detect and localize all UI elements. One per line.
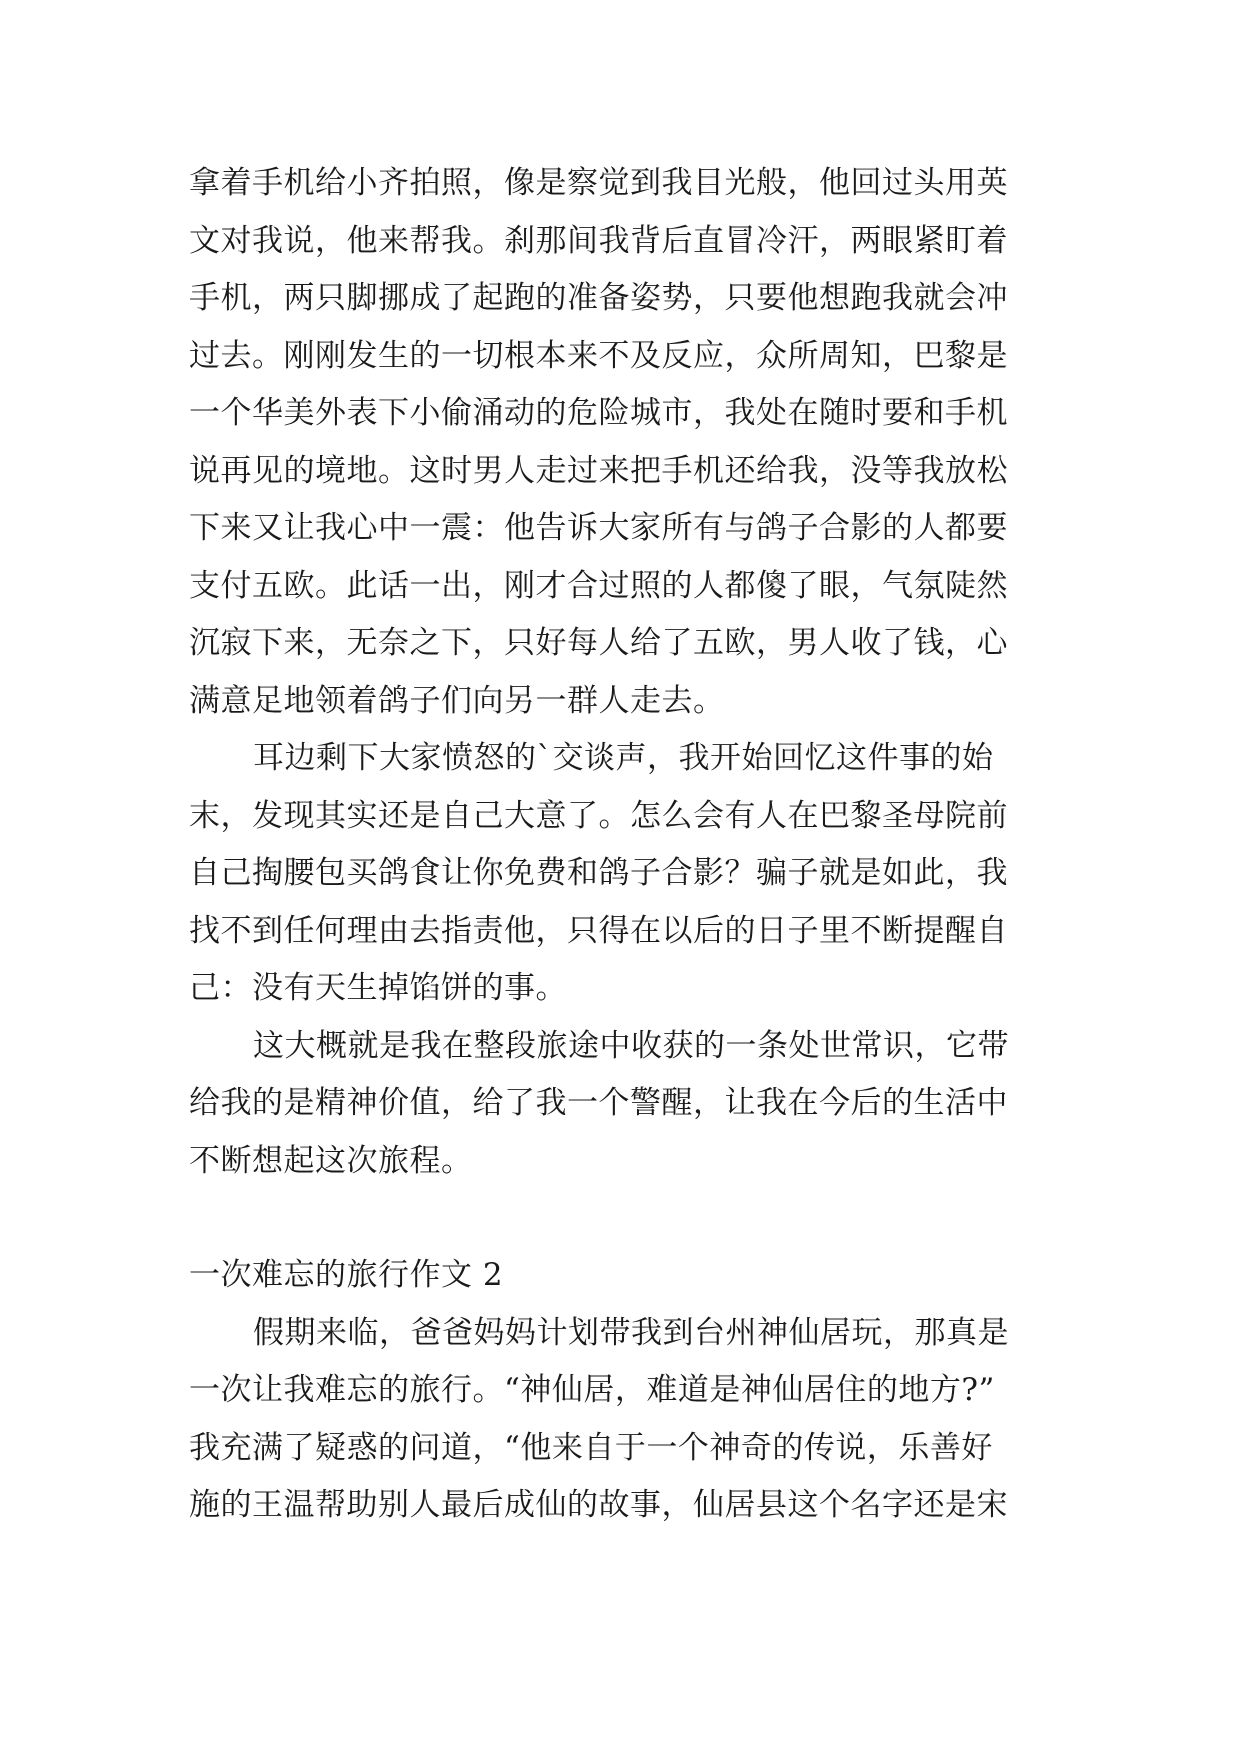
document-body bbox=[189, 155, 1049, 1535]
text-line: 找不到任何理由去指责他，只得在以后的日子里不断提醒自 bbox=[189, 912, 1008, 949]
text-line: 一次让我难忘的旅行。“神仙居，难道是神仙居住的地方?” bbox=[189, 1372, 995, 1408]
text-line: 我充满了疑惑的问道，“他来自于一个神奇的传说，乐善好 bbox=[189, 1429, 993, 1466]
text-line: 支付五欧。此话一出，刚才合过照的人都傻了眼，气氛陡然 bbox=[189, 567, 1008, 604]
text-line: 拿着手机给小齐拍照，像是察觉到我目光般，他回过头用英 bbox=[189, 165, 1008, 201]
paragraph-1 bbox=[189, 155, 1049, 730]
text-line: 施的王温帮助别人最后成仙的故事，仙居县这个名字还是宋 bbox=[189, 1487, 1008, 1523]
text-line: 耳边剩下大家愤怒的`交谈声，我开始回忆这件事的始 bbox=[253, 740, 994, 776]
text-line: 文对我说，他来帮我。刹那间我背后直冒冷汗，两眼紧盯着 bbox=[189, 222, 1008, 259]
text-line: 过去。刚刚发生的一切根本来不及反应，众所周知，巴黎是 bbox=[189, 337, 1008, 374]
text-line: 满意足地领着鸽子们向另一群人走去。 bbox=[189, 682, 725, 719]
paragraph-2 bbox=[189, 730, 1049, 1018]
text-line: 己：没有天生掉馅饼的事。 bbox=[189, 970, 567, 1006]
text-line: 不断想起这次旅程。 bbox=[189, 1142, 473, 1179]
paragraph-3 bbox=[189, 1018, 1049, 1191]
section-spacer bbox=[189, 1190, 1049, 1247]
text-line: 这大概就是我在整段旅途中收获的一条处世常识，它带 bbox=[253, 1027, 1009, 1064]
text-line: 假期来临，爸爸妈妈计划带我到台州神仙居玩，那真是 bbox=[253, 1314, 1009, 1351]
text-line: 末，发现其实还是自己大意了。怎么会有人在巴黎圣母院前 bbox=[189, 797, 1008, 834]
text-line: 给我的是精神价值，给了我一个警醒，让我在今后的生活中 bbox=[189, 1085, 1008, 1121]
paragraph-4 bbox=[189, 1305, 1049, 1535]
text-line: 沉寂下来，无奈之下，只好每人给了五欧，男人收了钱，心 bbox=[189, 625, 1008, 661]
text-line: 下来又让我心中一震：他告诉大家所有与鸽子合影的人都要 bbox=[189, 510, 1008, 546]
text-line: 手机，两只脚挪成了起跑的准备姿势，只要他想跑我就会冲 bbox=[189, 280, 1008, 316]
section-heading: 一次难忘的旅行作文 2 bbox=[189, 1257, 504, 1293]
text-line: 一个华美外表下小偷涌动的危险城市，我处在随时要和手机 bbox=[189, 395, 1008, 431]
text-line: 说再见的境地。这时男人走过来把手机还给我，没等我放松 bbox=[189, 452, 1008, 489]
text-line: 自己掏腰包买鸽食让你免费和鸽子合影？骗子就是如此，我 bbox=[189, 855, 1008, 891]
